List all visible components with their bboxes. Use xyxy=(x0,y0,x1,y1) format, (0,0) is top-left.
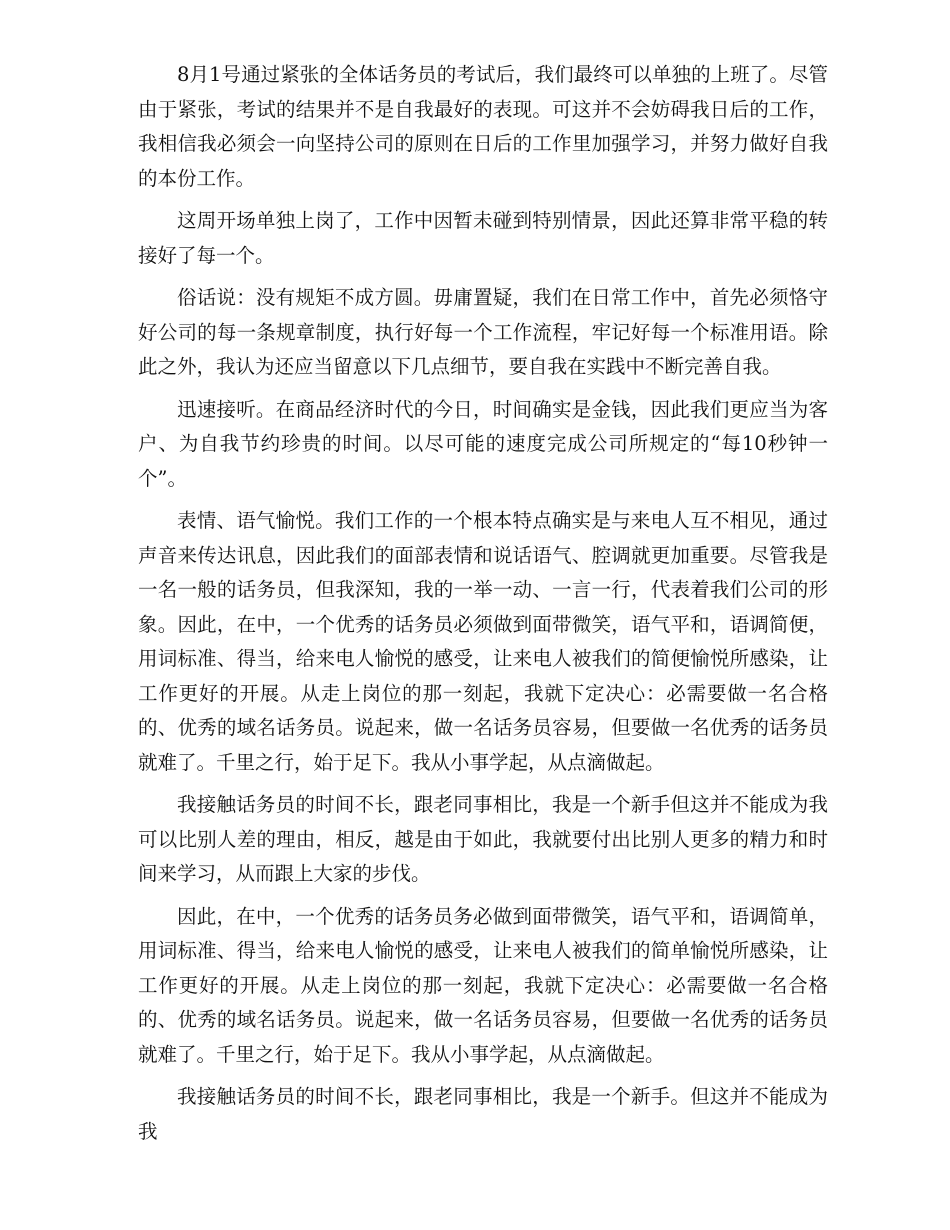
paragraph: 8月1号通过紧张的全体话务员的考试后，我们最终可以单独的上班了。尽管由于紧张，考试的结果并不是自我最好的表现。可这并不会妨碍我日后的工作，我相信我必须会一向坚持公司的原则在日后的工作里加强学习，并努力做好自我的本份工作。 xyxy=(138,63,828,190)
paragraph: 表情、语气愉悦。我们工作的一个根本特点确实是与来电人互不相见，通过声音来传达讯息，因此我们的面部表情和说话语气、腔调就更加重要。尽管我是一名一般的话务员，但我深知，我的一举一动、一言一行，代表着我们公司的形象。因此，在中，一个优秀的话务员必须做到面带微笑，语气平和，语调简便，用词标准、得当，给来电人愉悦的感受，让来电人被我们的简便愉悦所感染，让工作更好的开展。从走上岗位的那一刻起，我就下定决心：必需要做一名合格的、优秀的域名话务员。说起来，做一名话务员容易，但要做一名优秀的话务员就难了。千里之行，始于足下。我从小事学起，从点滴做起。 xyxy=(138,509,828,774)
paragraph: 我接触话务员的时间不长，跟老同事相比，我是一个新手。但这并不能成为我 xyxy=(138,1085,828,1143)
paragraph: 俗话说：没有规矩不成方圆。毋庸置疑，我们在日常工作中，首先必须恪守好公司的每一条规章制度，执行好每一个工作流程，牢记好每一个标准用语。除此之外，我认为还应当留意以下几点细节，要自我在实践中不断完善自我。 xyxy=(138,286,828,378)
paragraph: 迅速接听。在商品经济时代的今日，时间确实是金钱，因此我们更应当为客户、为自我节约珍贵的时间。以尽可能的速度完成公司所规定的“每10秒钟一个”。 xyxy=(138,397,828,490)
paragraph: 我接触话务员的时间不长，跟老同事相比，我是一个新手但这并不能成为我可以比别人差的理由，相反，越是由于如此，我就要付出比别人更多的精力和时间来学习，从而跟上大家的步伐。 xyxy=(138,793,828,885)
paragraph: 这周开场单独上岗了，工作中因暂未碰到特别情景，因此还算非常平稳的转接好了每一个。 xyxy=(138,209,828,267)
document-body xyxy=(138,58,828,1157)
paragraph: 因此，在中，一个优秀的话务员务必做到面带微笑，语气平和，语调简单，用词标准、得当，给来电人愉悦的感受，让来电人被我们的简单愉悦所感染，让工作更好的开展。从走上岗位的那一刻起，我就下定决心：必需要做一名合格的、优秀的域名话务员。说起来，做一名话务员容易，但要做一名优秀的话务员就难了。千里之行，始于足下。我从小事学起，从点滴做起。 xyxy=(138,904,828,1066)
